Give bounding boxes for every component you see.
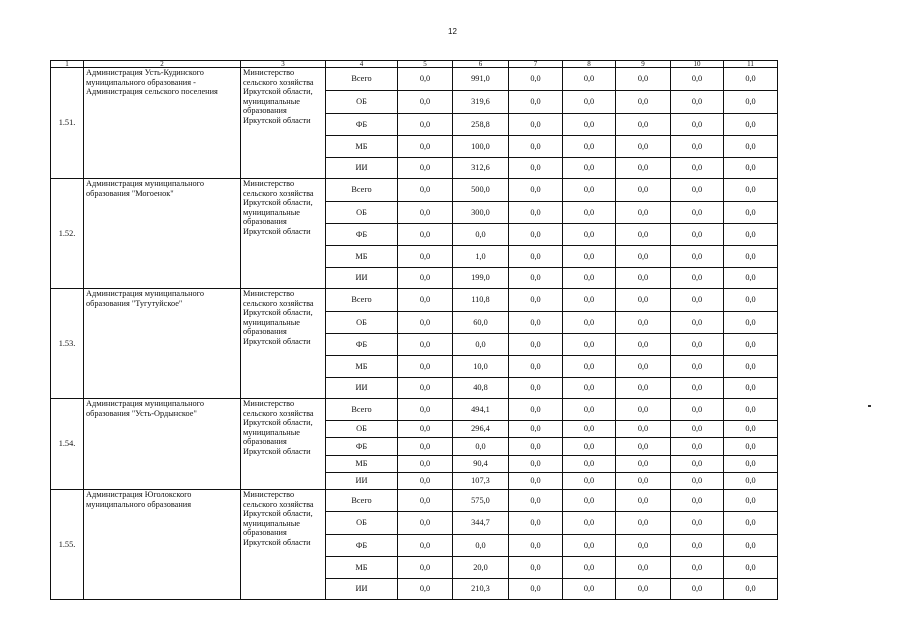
- value-cell: 0,0: [724, 456, 778, 473]
- coexecutor-cell: Министерство сельского хозяйства Иркутской области, муниципальные образования Иркутской области: [241, 490, 326, 600]
- value-cell: 0,0: [724, 246, 778, 268]
- value-cell: 0,0: [724, 224, 778, 246]
- value-cell: 0,0: [563, 158, 616, 179]
- value-cell: 0,0: [509, 202, 563, 224]
- value-cell: 0,0: [563, 438, 616, 456]
- value-cell: 0,0: [671, 114, 724, 136]
- value-cell: 0,0: [398, 456, 453, 473]
- value-cell: 0,0: [398, 421, 453, 438]
- value-cell: 0,0: [724, 399, 778, 421]
- value-cell: 0,0: [724, 557, 778, 579]
- value-cell: 0,0: [616, 334, 671, 356]
- budget-table: [50, 60, 778, 600]
- value-cell: 0,0: [509, 136, 563, 158]
- value-cell: 0,0: [724, 490, 778, 512]
- value-cell: 0,0: [671, 136, 724, 158]
- value-cell: 0,0: [616, 136, 671, 158]
- value-cell: 100,0: [453, 136, 509, 158]
- value-cell: 0,0: [398, 535, 453, 557]
- item-number: 1.51.: [51, 68, 84, 179]
- value-cell: 0,0: [563, 334, 616, 356]
- funding-source: МБ: [326, 557, 398, 579]
- funding-source: ФБ: [326, 535, 398, 557]
- value-cell: 0,0: [724, 473, 778, 490]
- value-cell: 0,0: [509, 490, 563, 512]
- value-cell: 0,0: [398, 334, 453, 356]
- value-cell: 0,0: [671, 557, 724, 579]
- value-cell: 0,0: [453, 224, 509, 246]
- value-cell: 0,0: [509, 268, 563, 289]
- funding-source: МБ: [326, 136, 398, 158]
- value-cell: 0,0: [563, 490, 616, 512]
- value-cell: 0,0: [563, 68, 616, 91]
- value-cell: 0,0: [671, 579, 724, 600]
- value-cell: 0,0: [616, 158, 671, 179]
- value-cell: 0,0: [398, 512, 453, 535]
- value-cell: 0,0: [724, 535, 778, 557]
- value-cell: 0,0: [509, 224, 563, 246]
- funding-source: ОБ: [326, 91, 398, 114]
- value-cell: 60,0: [453, 312, 509, 334]
- value-cell: 0,0: [398, 557, 453, 579]
- value-cell: 0,0: [616, 535, 671, 557]
- value-cell: 0,0: [398, 289, 453, 312]
- funding-source: ИИ: [326, 378, 398, 399]
- value-cell: 0,0: [724, 378, 778, 399]
- value-cell: 0,0: [398, 378, 453, 399]
- column-number: 8: [563, 61, 616, 68]
- value-cell: 0,0: [671, 356, 724, 378]
- funding-source: Всего: [326, 399, 398, 421]
- value-cell: 500,0: [453, 179, 509, 202]
- coexecutor-cell: Министерство сельского хозяйства Иркутской области, муниципальные образования Иркутской области: [241, 179, 326, 289]
- value-cell: 0,0: [616, 68, 671, 91]
- value-cell: 0,0: [563, 268, 616, 289]
- item-number: 1.52.: [51, 179, 84, 289]
- value-cell: 0,0: [509, 557, 563, 579]
- value-cell: 0,0: [509, 473, 563, 490]
- value-cell: 1,0: [453, 246, 509, 268]
- executor-cell: Администрация Юголокского муниципального образования: [84, 490, 241, 600]
- value-cell: 0,0: [563, 399, 616, 421]
- funding-source: ИИ: [326, 579, 398, 600]
- value-cell: 991,0: [453, 68, 509, 91]
- value-cell: 0,0: [616, 490, 671, 512]
- value-cell: 0,0: [509, 179, 563, 202]
- value-cell: 319,6: [453, 91, 509, 114]
- value-cell: 0,0: [724, 179, 778, 202]
- value-cell: 0,0: [671, 68, 724, 91]
- table-row: [51, 289, 778, 312]
- table-row: [51, 68, 778, 91]
- funding-source: ФБ: [326, 224, 398, 246]
- column-number: 7: [509, 61, 563, 68]
- value-cell: 0,0: [671, 289, 724, 312]
- value-cell: 312,6: [453, 158, 509, 179]
- value-cell: 20,0: [453, 557, 509, 579]
- value-cell: 0,0: [398, 473, 453, 490]
- value-cell: 0,0: [398, 268, 453, 289]
- value-cell: 0,0: [724, 421, 778, 438]
- value-cell: 0,0: [398, 356, 453, 378]
- value-cell: 0,0: [509, 456, 563, 473]
- value-cell: 0,0: [563, 114, 616, 136]
- value-cell: 0,0: [724, 68, 778, 91]
- value-cell: 0,0: [671, 268, 724, 289]
- executor-cell: Администрация муниципального образования "Могоенок": [84, 179, 241, 289]
- funding-source: МБ: [326, 246, 398, 268]
- value-cell: 0,0: [563, 378, 616, 399]
- value-cell: 0,0: [563, 557, 616, 579]
- value-cell: 199,0: [453, 268, 509, 289]
- value-cell: 0,0: [398, 246, 453, 268]
- value-cell: 0,0: [671, 535, 724, 557]
- coexecutor-cell: Министерство сельского хозяйства Иркутской области, муниципальные образования Иркутской области: [241, 289, 326, 399]
- value-cell: 0,0: [671, 438, 724, 456]
- value-cell: 0,0: [453, 334, 509, 356]
- funding-source: Всего: [326, 490, 398, 512]
- value-cell: 0,0: [563, 179, 616, 202]
- value-cell: 0,0: [509, 535, 563, 557]
- value-cell: 296,4: [453, 421, 509, 438]
- value-cell: 0,0: [724, 438, 778, 456]
- value-cell: 90,4: [453, 456, 509, 473]
- value-cell: 0,0: [398, 114, 453, 136]
- value-cell: 0,0: [671, 473, 724, 490]
- funding-source: ФБ: [326, 334, 398, 356]
- value-cell: 0,0: [724, 91, 778, 114]
- value-cell: 0,0: [724, 158, 778, 179]
- value-cell: 0,0: [616, 557, 671, 579]
- value-cell: 494,1: [453, 399, 509, 421]
- value-cell: 0,0: [616, 438, 671, 456]
- column-number: 6: [453, 61, 509, 68]
- executor-cell: Администрация муниципального образования "Усть-Ордынское": [84, 399, 241, 490]
- value-cell: 0,0: [563, 579, 616, 600]
- value-cell: 0,0: [616, 224, 671, 246]
- table-row: [51, 490, 778, 512]
- value-cell: 575,0: [453, 490, 509, 512]
- value-cell: 0,0: [509, 399, 563, 421]
- value-cell: 0,0: [616, 421, 671, 438]
- value-cell: 0,0: [724, 268, 778, 289]
- value-cell: 0,0: [616, 179, 671, 202]
- value-cell: 0,0: [398, 68, 453, 91]
- funding-source: ИИ: [326, 268, 398, 289]
- item-number: 1.53.: [51, 289, 84, 399]
- executor-cell: Администрация Усть-Кудинского муниципального образования - Администрация сельского поселения: [84, 68, 241, 179]
- value-cell: 0,0: [616, 378, 671, 399]
- funding-source: МБ: [326, 456, 398, 473]
- funding-source: Всего: [326, 179, 398, 202]
- value-cell: 0,0: [398, 490, 453, 512]
- value-cell: 0,0: [671, 179, 724, 202]
- column-number: 4: [326, 61, 398, 68]
- value-cell: 0,0: [563, 356, 616, 378]
- funding-source: ОБ: [326, 512, 398, 535]
- column-number: 9: [616, 61, 671, 68]
- value-cell: 0,0: [398, 224, 453, 246]
- value-cell: 0,0: [509, 438, 563, 456]
- value-cell: 0,0: [563, 421, 616, 438]
- value-cell: 0,0: [671, 202, 724, 224]
- column-number: 3: [241, 61, 326, 68]
- executor-cell: Администрация муниципального образования "Тугутуйское": [84, 289, 241, 399]
- value-cell: 0,0: [509, 356, 563, 378]
- value-cell: 0,0: [509, 312, 563, 334]
- value-cell: 0,0: [616, 289, 671, 312]
- value-cell: 0,0: [671, 421, 724, 438]
- page-number: 12: [448, 27, 457, 36]
- value-cell: 0,0: [724, 356, 778, 378]
- value-cell: 0,0: [563, 224, 616, 246]
- value-cell: 0,0: [724, 312, 778, 334]
- value-cell: 0,0: [671, 246, 724, 268]
- column-number: 5: [398, 61, 453, 68]
- coexecutor-cell: Министерство сельского хозяйства Иркутской области, муниципальные образования Иркутской области: [241, 68, 326, 179]
- value-cell: 0,0: [398, 91, 453, 114]
- value-cell: 0,0: [616, 202, 671, 224]
- column-number: 10: [671, 61, 724, 68]
- value-cell: 0,0: [563, 202, 616, 224]
- column-number: 2: [84, 61, 241, 68]
- value-cell: 0,0: [724, 114, 778, 136]
- column-number: 11: [724, 61, 778, 68]
- value-cell: 0,0: [509, 158, 563, 179]
- value-cell: 0,0: [509, 114, 563, 136]
- value-cell: 0,0: [563, 512, 616, 535]
- value-cell: 0,0: [509, 512, 563, 535]
- funding-source: Всего: [326, 289, 398, 312]
- table-row: [51, 179, 778, 202]
- value-cell: 0,0: [671, 91, 724, 114]
- value-cell: 110,8: [453, 289, 509, 312]
- value-cell: 344,7: [453, 512, 509, 535]
- scan-mark: [868, 405, 871, 407]
- value-cell: 0,0: [616, 399, 671, 421]
- value-cell: 0,0: [724, 334, 778, 356]
- value-cell: 0,0: [671, 312, 724, 334]
- value-cell: 0,0: [616, 246, 671, 268]
- value-cell: 0,0: [671, 399, 724, 421]
- value-cell: 107,3: [453, 473, 509, 490]
- value-cell: 0,0: [398, 399, 453, 421]
- value-cell: 0,0: [563, 312, 616, 334]
- value-cell: 0,0: [616, 268, 671, 289]
- value-cell: 0,0: [563, 535, 616, 557]
- value-cell: 258,8: [453, 114, 509, 136]
- value-cell: 10,0: [453, 356, 509, 378]
- column-number-row: [51, 61, 778, 68]
- table-row: [51, 399, 778, 421]
- value-cell: 40,8: [453, 378, 509, 399]
- value-cell: 0,0: [671, 378, 724, 399]
- column-number: 1: [51, 61, 84, 68]
- value-cell: 0,0: [616, 579, 671, 600]
- funding-source: ОБ: [326, 421, 398, 438]
- funding-source: ОБ: [326, 312, 398, 334]
- value-cell: 0,0: [616, 473, 671, 490]
- value-cell: 0,0: [724, 289, 778, 312]
- value-cell: 0,0: [398, 312, 453, 334]
- value-cell: 0,0: [398, 158, 453, 179]
- value-cell: 210,3: [453, 579, 509, 600]
- funding-source: МБ: [326, 356, 398, 378]
- funding-source: ФБ: [326, 438, 398, 456]
- value-cell: 0,0: [671, 490, 724, 512]
- funding-source: ОБ: [326, 202, 398, 224]
- funding-source: ИИ: [326, 473, 398, 490]
- value-cell: 0,0: [616, 91, 671, 114]
- value-cell: 0,0: [509, 378, 563, 399]
- value-cell: 0,0: [563, 136, 616, 158]
- value-cell: 0,0: [398, 179, 453, 202]
- item-number: 1.54.: [51, 399, 84, 490]
- value-cell: 0,0: [616, 114, 671, 136]
- coexecutor-cell: Министерство сельского хозяйства Иркутской области, муниципальные образования Иркутской области: [241, 399, 326, 490]
- funding-source: Всего: [326, 68, 398, 91]
- value-cell: 0,0: [453, 438, 509, 456]
- value-cell: 0,0: [616, 512, 671, 535]
- value-cell: 0,0: [509, 289, 563, 312]
- value-cell: 0,0: [724, 579, 778, 600]
- value-cell: 0,0: [616, 356, 671, 378]
- value-cell: 0,0: [671, 456, 724, 473]
- value-cell: 0,0: [671, 334, 724, 356]
- value-cell: 0,0: [398, 136, 453, 158]
- value-cell: 0,0: [563, 456, 616, 473]
- value-cell: 0,0: [671, 512, 724, 535]
- value-cell: 0,0: [616, 312, 671, 334]
- value-cell: 0,0: [509, 91, 563, 114]
- value-cell: 0,0: [724, 136, 778, 158]
- value-cell: 0,0: [671, 158, 724, 179]
- value-cell: 0,0: [563, 91, 616, 114]
- value-cell: 0,0: [724, 202, 778, 224]
- value-cell: 0,0: [724, 512, 778, 535]
- value-cell: 0,0: [563, 289, 616, 312]
- value-cell: 0,0: [398, 202, 453, 224]
- item-number: 1.55.: [51, 490, 84, 600]
- value-cell: 0,0: [563, 473, 616, 490]
- value-cell: 0,0: [616, 456, 671, 473]
- value-cell: 0,0: [398, 579, 453, 600]
- value-cell: 0,0: [453, 535, 509, 557]
- value-cell: 0,0: [509, 421, 563, 438]
- value-cell: 0,0: [398, 438, 453, 456]
- value-cell: 0,0: [671, 224, 724, 246]
- value-cell: 0,0: [563, 246, 616, 268]
- value-cell: 300,0: [453, 202, 509, 224]
- value-cell: 0,0: [509, 334, 563, 356]
- value-cell: 0,0: [509, 68, 563, 91]
- funding-source: ФБ: [326, 114, 398, 136]
- value-cell: 0,0: [509, 579, 563, 600]
- funding-source: ИИ: [326, 158, 398, 179]
- value-cell: 0,0: [509, 246, 563, 268]
